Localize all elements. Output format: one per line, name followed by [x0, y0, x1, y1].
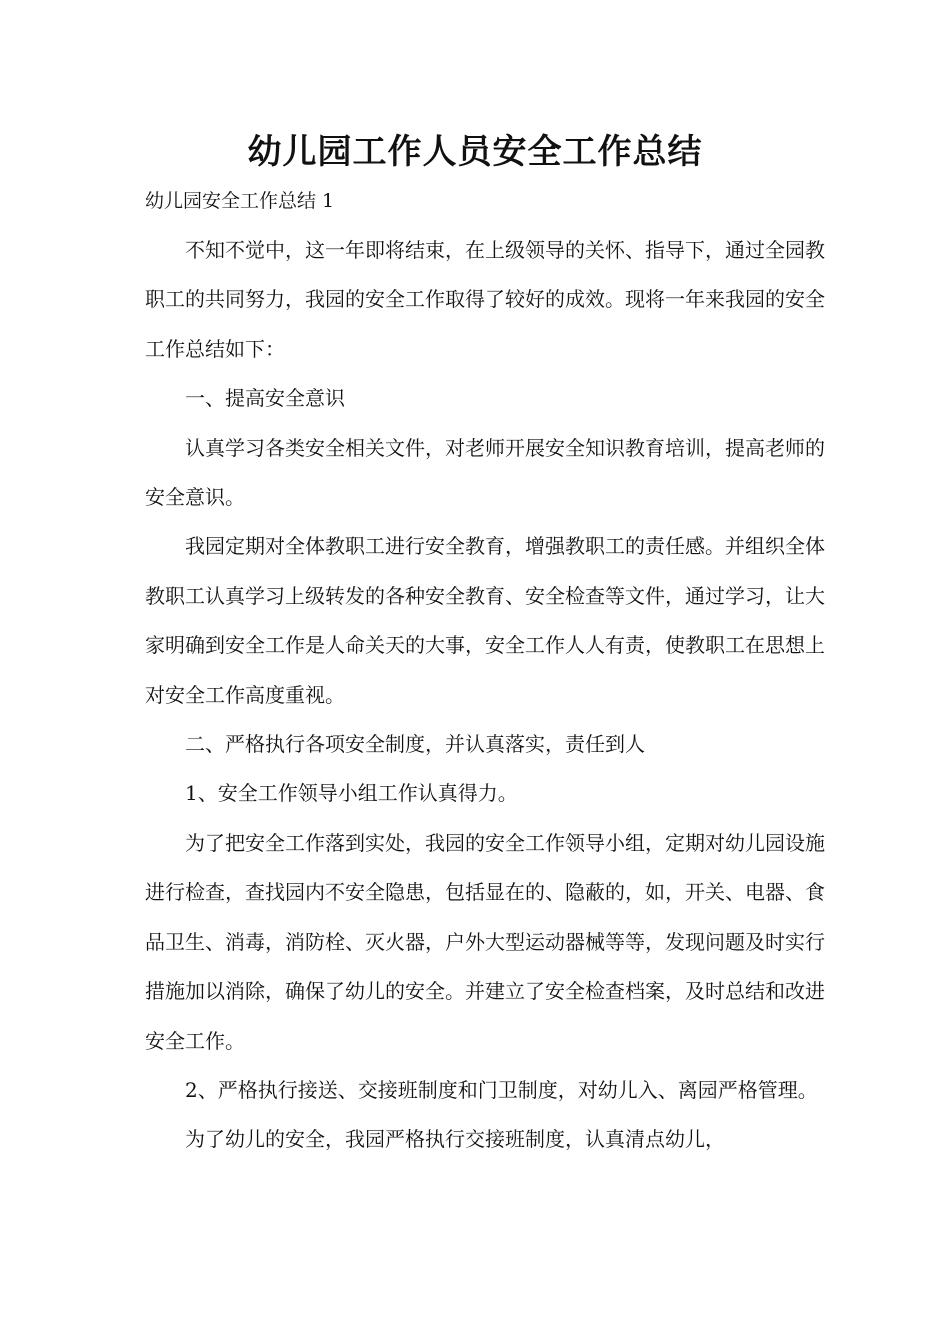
subheading-leadership: 1、安全工作领导小组工作认真得力。: [185, 781, 518, 806]
section-heading-rules: 二、严格执行各项安全制度，并认真落实，责任到人: [185, 732, 645, 757]
paragraph-handover: 为了幼儿的安全，我园严格执行交接班制度，认真清点幼儿，: [185, 1127, 725, 1152]
paragraph-study: 认真学习各类安全相关文件，对老师开展安全知识教育培训，提高老师的安全意识。: [145, 435, 825, 510]
section-heading-awareness: 一、提高安全意识: [185, 386, 345, 411]
document-subtitle: 幼儿园安全工作总结 1: [145, 190, 335, 212]
paragraph-education: 我园定期对全体教职工进行安全教育，增强教职工的责任感。并组织全体教职工认真学习上级转发的各种安全教育、安全检查等文件，通过学习，让大家明确到安全工作是人命关天的大事，安全工作人人有责，使教职工在思想上对安全工作高度重视。: [145, 534, 825, 707]
intro-paragraph: 不知不觉中，这一年即将结束，在上级领导的关怀、指导下，通过全园教职工的共同努力，我园的安全工作取得了较好的成效。现将一年来我园的安全工作总结如下：: [145, 238, 825, 361]
document-body: [145, 226, 825, 1165]
document-title: 幼儿园工作人员安全工作总结: [247, 132, 703, 172]
subheading-handover: 2、严格执行接送、交接班制度和门卫制度，对幼儿入、离园严格管理。: [185, 1077, 818, 1102]
paragraph-inspection: 为了把安全工作落到实处，我园的安全工作领导小组，定期对幼儿园设施进行检查，查找园内不安全隐患，包括显在的、隐蔽的，如，开关、电器、食品卫生、消毒，消防栓、灭火器，户外大型运动器械等等，发现问题及时实行措施加以消除，确保了幼儿的安全。并建立了安全检查档案，及时总结和改进安全工作。: [145, 830, 825, 1053]
